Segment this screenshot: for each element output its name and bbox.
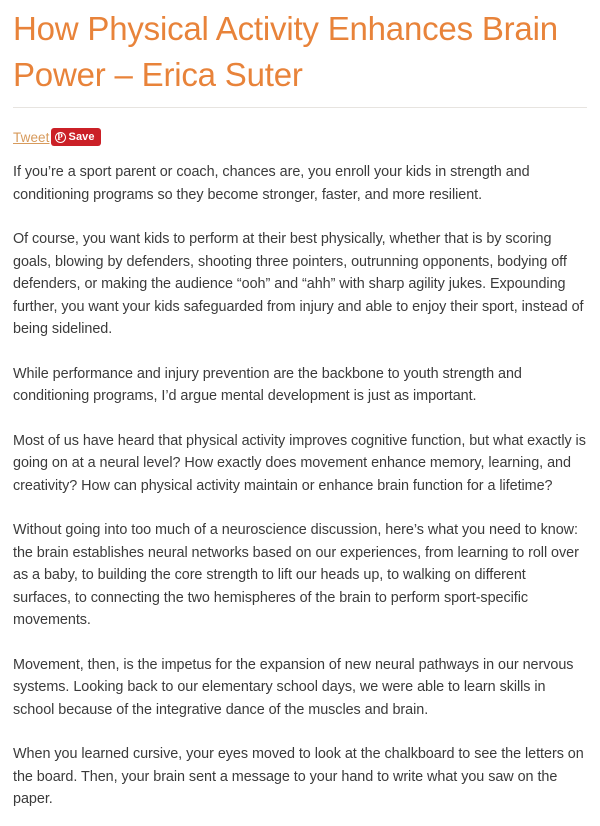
paragraph: Movement, then, is the impetus for the expansion of new neural pathways in our nervous systems. Looking back to our elementary school days, we were able to learn skills in school because of the integrative dance of the muscles and brain. <box>13 656 574 718</box>
article-body <box>13 147 587 811</box>
pinterest-icon: P <box>55 132 66 143</box>
pinterest-save-button[interactable] <box>51 128 101 146</box>
social-share-bar <box>13 108 587 147</box>
page-title: How Physical Activity Enhances Brain Power – Erica Suter <box>13 10 558 93</box>
paragraph: While performance and injury prevention are the backbone to youth strength and conditioning programs, I’d argue mental development is just as important. <box>13 365 522 404</box>
paragraph: Without going into too much of a neuroscience discussion, here’s what you need to know: the brain establishes neural networks based on our experiences, from learning to roll over as a baby, to building the core strength to lift our heads up, to walking on different surfaces, to connecting the two hemispheres of the brain to perform sport-specific movements. <box>13 522 579 628</box>
tweet-button[interactable]: Tweet <box>13 129 50 145</box>
pinterest-save-label: Save <box>68 131 95 143</box>
paragraph: Most of us have heard that physical activity improves cognitive function, but what exactly is going on at a neural level? How exactly does movement enhance memory, learning, and creativity? How can physical activity maintain or enhance brain function for a lifetime? <box>13 432 586 494</box>
paragraph: Of course, you want kids to perform at their best physically, whether that is by scoring goals, blowing by defenders, shooting three pointers, outrunning opponents, bodying off defenders, or making the audience “ooh” and “ahh” with sharp agility jukes. Expounding further, you want your kids safeguarded from injury and able to enjoy their sport, instead of being sidelined. <box>13 231 584 337</box>
paragraph: If you’re a sport parent or coach, chances are, you enroll your kids in strength and conditioning programs so they become stronger, faster, and more resilient. <box>13 164 530 203</box>
paragraph: When you learned cursive, your eyes moved to look at the chalkboard to see the letters on the board. Then, your brain sent a message to your hand to write what you saw on the paper. <box>13 746 584 807</box>
